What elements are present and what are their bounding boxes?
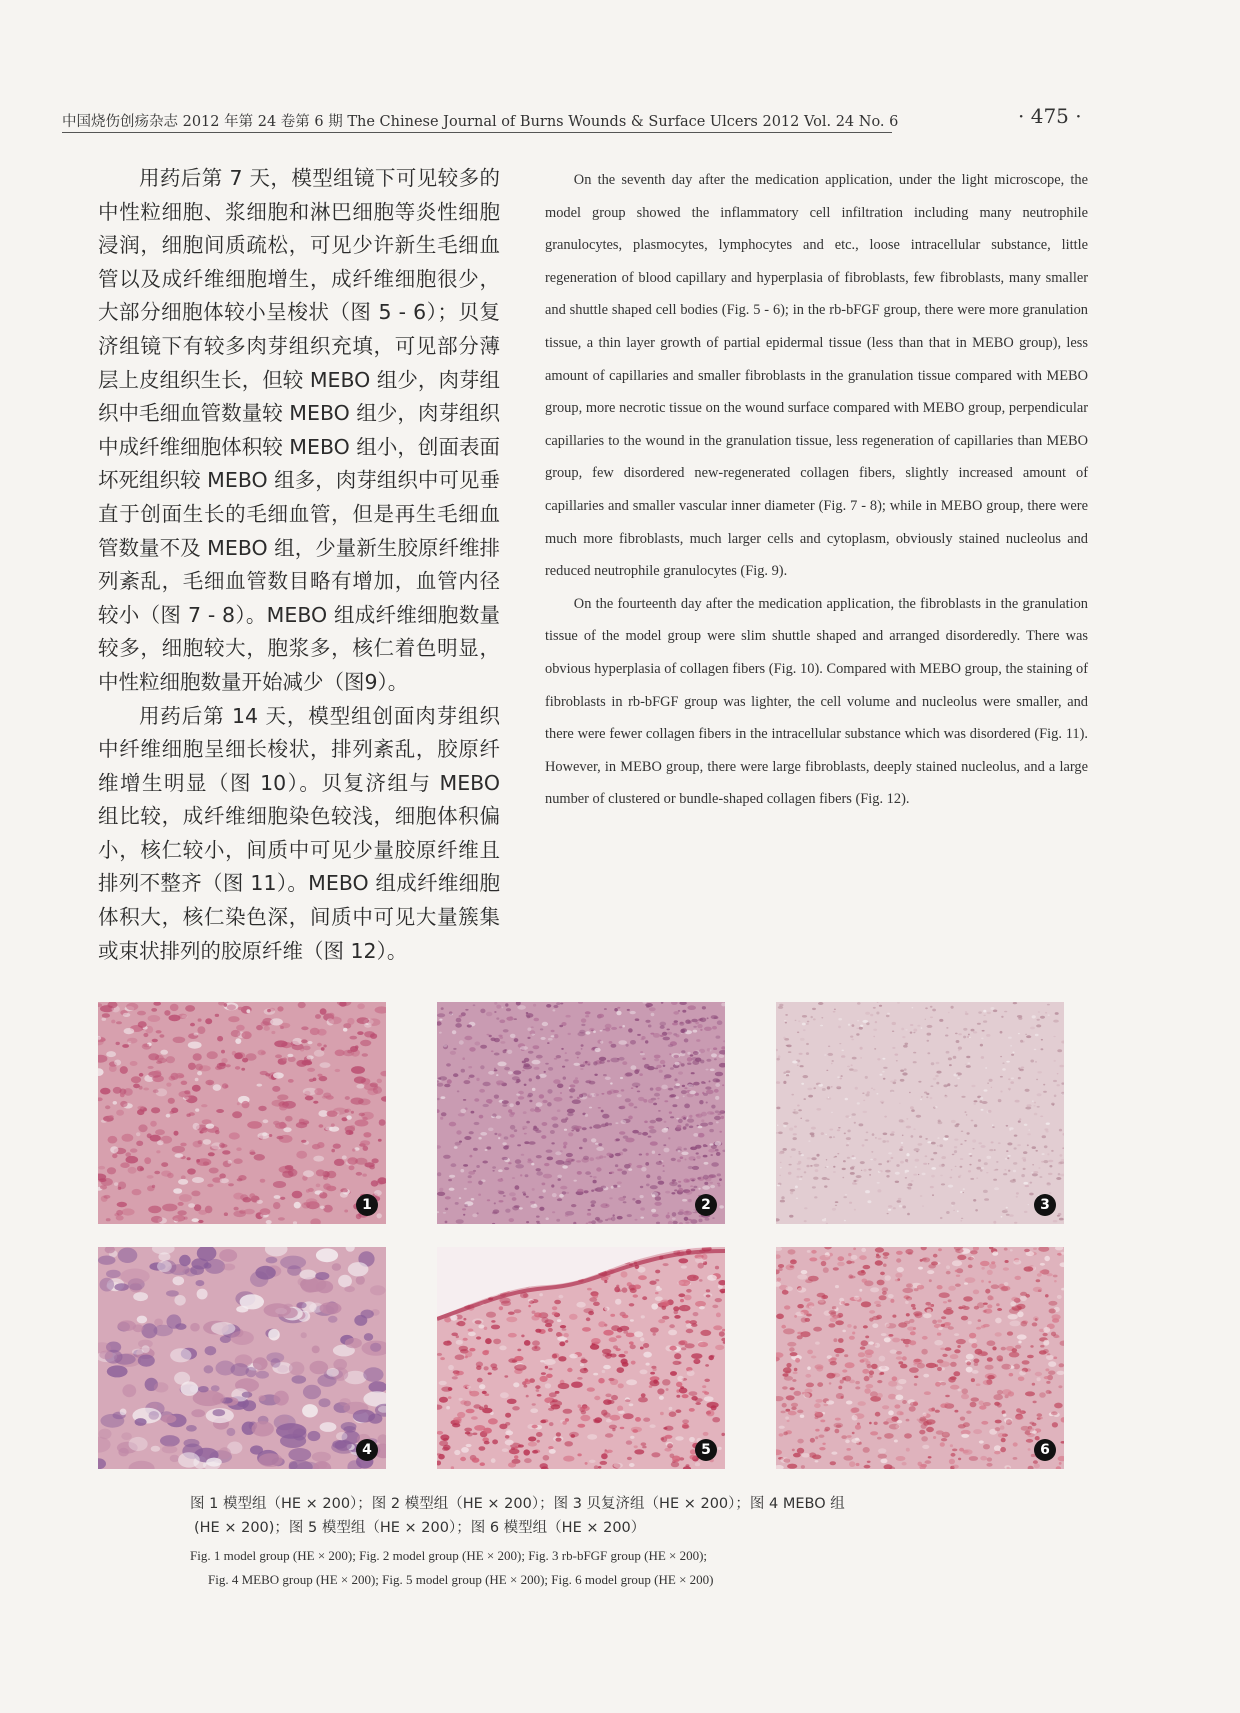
english-column [545, 164, 1088, 816]
micrograph-4 [98, 1247, 386, 1469]
micrograph-6 [776, 1247, 1064, 1469]
figure-number-badge-3: 3 [1034, 1194, 1056, 1216]
running-head: 中国烧伤创疡杂志 2012 年第 24 卷第 6 期 The Chinese Journal of Burns Wounds & Surface Ulcers 2012 Vol. 24 No. 6 [62, 114, 899, 130]
figure-number-badge-1: 1 [356, 1194, 378, 1216]
chinese-paragraph-1: 用药后第 7 天，模型组镜下可见较多的中性粒细胞、浆细胞和淋巴细胞等炎性细胞浸润，细胞间质疏松，可见少许新生毛细血管以及成纤维细胞增生，成纤维细胞很少，大部分细胞体较小呈梭状（图 5 - 6）；贝复济组镜下有较多肉芽组织充填，可见部分薄层上皮组织生长，但较 MEBO 组少，肉芽组织中毛细血管数量较 MEBO 组少，肉芽组织中成纤维细胞体积较 MEBO 组小，创面表面坏死组织较 MEBO 组多，肉芽组织中可见垂直于创面生长的毛细血管，但是再生毛细血管数量不及 MEBO 组，少量新生胶原纤维排列紊乱，毛细血管数目略有增加，血管内径较小（图 7 - 8）。MEBO 组成纤维细胞数量较多，细胞较大，胞浆多，核仁着色明显，中性粒细胞数量开始减少（图9）。 [98, 166, 500, 694]
caption-en-line-1: Fig. 1 model group (HE × 200); Fig. 2 model group (HE × 200); Fig. 3 rb-bFGF group (HE × 200); [190, 1548, 708, 1563]
page-number: · 475 · [1018, 104, 1082, 128]
english-paragraph-2: On the fourteenth day after the medication application, the fibroblasts in the granulation tissue of the model group were slim shuttle shaped and arranged disorderedly. There was obvious hyperplasia of collagen fibers (Fig. 10). Compared with MEBO group, the staining of fibroblasts in rb-bFGF group was lighter, the cell volume and nucleolus were smaller, and there were fewer collagen fibers in the intracellular substance which was disordered (Fig. 11). However, in MEBO group, there were large fibroblasts, deeply stained nucleolus, and a large number of clustered or bundle-shaped collagen fibers (Fig. 12). [545, 595, 1088, 808]
figure-caption-chinese [190, 1492, 1010, 1540]
figure-number-badge-5: 5 [695, 1439, 717, 1461]
chinese-paragraph-2: 用药后第 14 天，模型组创面肉芽组织中纤维细胞呈细长梭状，排列紊乱，胶原纤维增生明显（图 10）。贝复济组与 MEBO 组比较，成纤维细胞染色较浅，细胞体积偏小，核仁较小，间质中可见少量胶原纤维且排列不整齐（图 11）。MEBO 组成纤维细胞体积大，核仁染色深，间质中可见大量簇集或束状排列的胶原纤维（图 12）。 [98, 703, 500, 963]
micrograph-6-image [776, 1247, 1064, 1469]
caption-cn-line-1: 图 1 模型组（HE × 200）；图 2 模型组（HE × 200）；图 3 贝复济组（HE × 200）；图 4 MEBO 组 [190, 1496, 845, 1512]
caption-cn-line-2: (HE × 200)；图 5 模型组（HE × 200）；图 6 模型组（HE × 200） [194, 1520, 646, 1536]
header-rule [62, 132, 892, 133]
figure-number-badge-6: 6 [1034, 1439, 1056, 1461]
english-paragraph-1: On the seventh day after the medication application, under the light microscope, the model group showed the inflammatory cell infiltration including many neutrophile granulocytes, plasmocytes, lymphocytes and etc., loose intracellular substance, little regeneration of blood capillary and hyperplasia of fibroblasts, few fibroblasts, many smaller and shuttle shaped cell bodies (Fig. 5 - 6); in the rb-bFGF group, there were more granulation tissue, a thin layer growth of partial epidermal tissue (less than that in MEBO group), less amount of capillaries and smaller fibroblasts in the granulation tissue compared with MEBO group, more necrotic tissue on the wound surface compared with MEBO group, perpendicular capillaries to the wound in the granulation tissue, less regeneration of capillaries than MEBO group, few disordered new-regenerated collagen fibers, slightly increased amount of capillaries and smaller vascular inner diameter (Fig. 7 - 8); while in MEBO group, there were much more fibroblasts, much larger cells and cytoplasm, obviously stained nucleolus and reduced neutrophile granulocytes (Fig. 9). [545, 172, 1088, 580]
micrograph-2 [437, 1002, 725, 1224]
micrograph-2-image [437, 1002, 725, 1224]
caption-en-line-2: Fig. 4 MEBO group (HE × 200); Fig. 5 model group (HE × 200); Fig. 6 model group (HE × 200) [208, 1572, 714, 1587]
chinese-column [98, 162, 500, 968]
micrograph-figure-grid [98, 1002, 1064, 1472]
micrograph-3 [776, 1002, 1064, 1224]
micrograph-5 [437, 1247, 725, 1469]
micrograph-5-image [437, 1247, 725, 1469]
micrograph-1-image [98, 1002, 386, 1224]
figure-number-badge-2: 2 [695, 1194, 717, 1216]
figure-caption-english [190, 1544, 1030, 1592]
micrograph-4-image [98, 1247, 386, 1469]
micrograph-1 [98, 1002, 386, 1224]
figure-number-badge-4: 4 [356, 1439, 378, 1461]
micrograph-3-image [776, 1002, 1064, 1224]
